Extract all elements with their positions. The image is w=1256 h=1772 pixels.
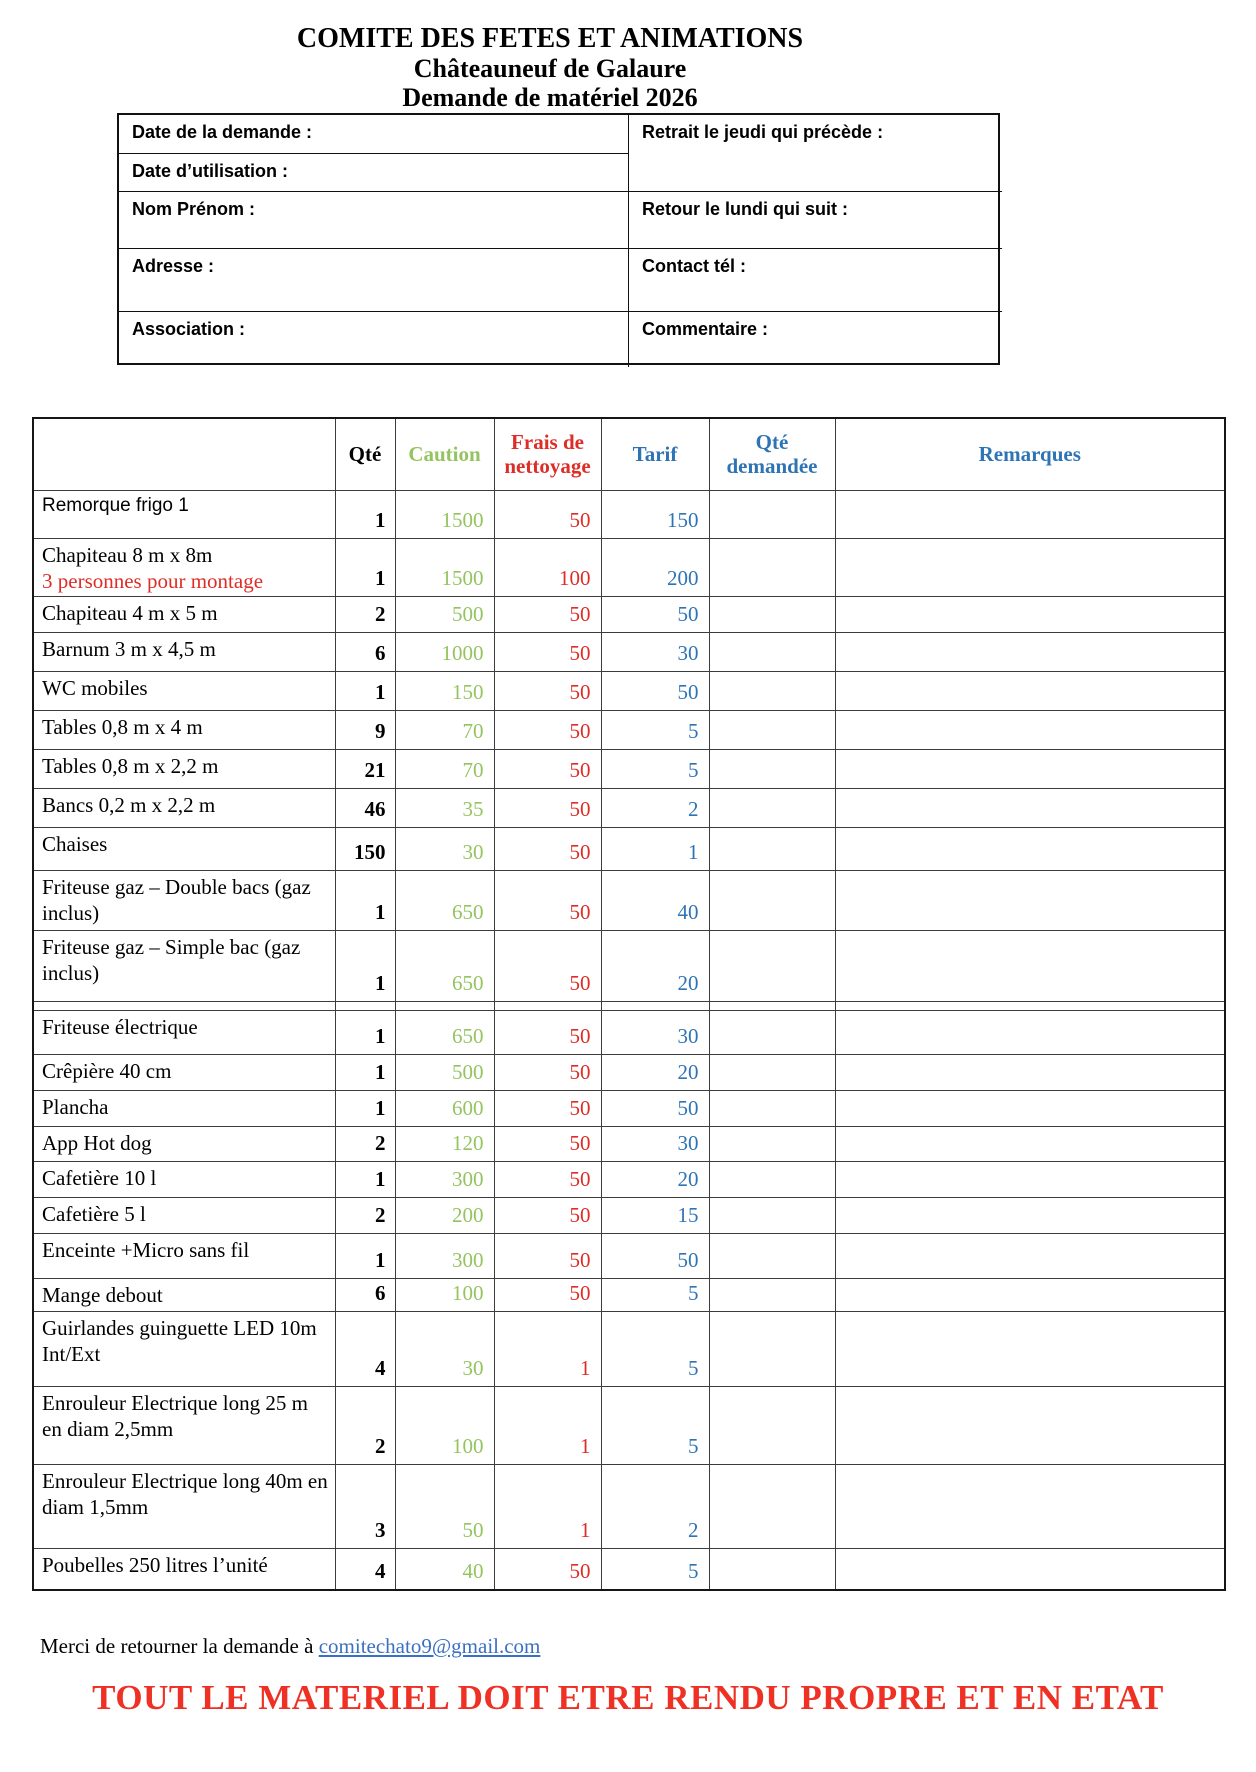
field-adresse: Adresse :: [119, 249, 628, 312]
tarif-cell: 20: [601, 1162, 709, 1198]
cleaning-fee-cell: 1: [494, 1312, 601, 1387]
caution-cell: 100: [395, 1279, 494, 1312]
remarks-cell: [835, 750, 1225, 789]
item-name: Tables 0,8 m x 2,2 m: [42, 754, 219, 778]
field-retour-lundi: Retour le lundi qui suit :: [628, 192, 1002, 249]
title-line-subject: Demande de matériel 2026: [402, 83, 698, 112]
item-name-cell: [33, 789, 335, 828]
qty-requested-cell: [709, 828, 835, 871]
caution-cell: 1000: [395, 633, 494, 672]
table-row: [33, 1387, 1225, 1465]
tarif-cell: 5: [601, 1312, 709, 1387]
cleaning-fee-cell: 50: [494, 1279, 601, 1312]
spacer-cell: [835, 1002, 1225, 1011]
cleaning-fee-cell: 50: [494, 828, 601, 871]
title-line-city: Châteauneuf de Galaure: [413, 54, 687, 83]
cleaning-fee-cell: 50: [494, 1011, 601, 1055]
table-row: [33, 538, 1225, 597]
table-row: [33, 1279, 1225, 1312]
qty-cell: 3: [335, 1465, 395, 1549]
qty-requested-cell: [709, 1234, 835, 1279]
header-item: [33, 418, 335, 490]
caution-cell: 200: [395, 1198, 494, 1234]
qty-requested-cell: [709, 490, 835, 538]
remarks-cell: [835, 1312, 1225, 1387]
tarif-cell: 2: [601, 1465, 709, 1549]
item-name-cell: [33, 1162, 335, 1198]
qty-cell: 1: [335, 672, 395, 711]
table-row: [33, 490, 1225, 538]
remarks-cell: [835, 711, 1225, 750]
qty-cell: 1: [335, 871, 395, 931]
caution-cell: 500: [395, 1055, 494, 1091]
qty-cell: 6: [335, 1279, 395, 1312]
item-name: Chapiteau 4 m x 5 m: [42, 601, 218, 625]
caution-cell: 600: [395, 1091, 494, 1127]
cleaning-fee-cell: 50: [494, 789, 601, 828]
caution-cell: 30: [395, 1312, 494, 1387]
tarif-cell: 30: [601, 1127, 709, 1162]
item-name-cell: [33, 931, 335, 1002]
remarks-cell: [835, 633, 1225, 672]
caution-cell: 650: [395, 931, 494, 1002]
cleaning-fee-cell: 50: [494, 1162, 601, 1198]
item-name: Enrouleur Electrique long 40m en diam 1,5mm: [42, 1469, 328, 1520]
cleaning-fee-cell: 50: [494, 1127, 601, 1162]
caution-cell: 650: [395, 1011, 494, 1055]
item-name: Poubelles 250 litres l’unité: [42, 1553, 268, 1577]
item-name: Friteuse électrique: [42, 1015, 198, 1039]
remarks-cell: [835, 828, 1225, 871]
caution-cell: 300: [395, 1162, 494, 1198]
item-name: App Hot dog: [42, 1131, 152, 1155]
qty-cell: 1: [335, 1055, 395, 1091]
qty-requested-cell: [709, 711, 835, 750]
caution-cell: 35: [395, 789, 494, 828]
table-row: [33, 828, 1225, 871]
cleaning-fee-cell: 50: [494, 1198, 601, 1234]
field-retrait-jeudi: Retrait le jeudi qui précède :: [628, 115, 1002, 192]
remarks-cell: [835, 1198, 1225, 1234]
warning-banner: TOUT LE MATERIEL DOIT ETRE RENDU PROPRE ET EN ETAT: [92, 1678, 1164, 1717]
remarks-cell: [835, 490, 1225, 538]
item-name: Enceinte +Micro sans fil: [42, 1238, 250, 1262]
remarks-cell: [835, 871, 1225, 931]
tarif-cell: 5: [601, 750, 709, 789]
caution-cell: 120: [395, 1127, 494, 1162]
cleaning-fee-cell: 1: [494, 1465, 601, 1549]
tarif-cell: 200: [601, 538, 709, 597]
item-name-cell: [33, 871, 335, 931]
remarks-cell: [835, 1549, 1225, 1590]
caution-cell: 30: [395, 828, 494, 871]
caution-cell: 70: [395, 711, 494, 750]
item-name-cell: [33, 490, 335, 538]
remarks-cell: [835, 1465, 1225, 1549]
spacer-cell: [33, 1002, 335, 1011]
item-name: Plancha: [42, 1095, 109, 1119]
item-name: Cafetière 5 l: [42, 1202, 146, 1226]
qty-requested-cell: [709, 1465, 835, 1549]
qty-cell: 1: [335, 490, 395, 538]
remarks-cell: [835, 597, 1225, 633]
remarks-cell: [835, 1011, 1225, 1055]
qty-cell: 150: [335, 828, 395, 871]
item-name-cell: [33, 1091, 335, 1127]
qty-cell: 2: [335, 597, 395, 633]
tarif-cell: 2: [601, 789, 709, 828]
qty-requested-cell: [709, 633, 835, 672]
tarif-cell: 5: [601, 1549, 709, 1590]
qty-requested-cell: [709, 1127, 835, 1162]
return-instruction: [40, 1634, 540, 1659]
table-row: [33, 711, 1225, 750]
spacer-cell: [335, 1002, 395, 1011]
table-row: [33, 1127, 1225, 1162]
field-date-utilisation: Date d’utilisation :: [119, 154, 628, 192]
item-name-cell: [33, 828, 335, 871]
materiel-table: [32, 417, 1226, 1591]
table-row: [33, 1465, 1225, 1549]
qty-requested-cell: [709, 1549, 835, 1590]
remarks-cell: [835, 1234, 1225, 1279]
item-name-cell: [33, 597, 335, 633]
item-name-cell: [33, 1279, 335, 1312]
tarif-cell: 5: [601, 711, 709, 750]
qty-requested-cell: [709, 931, 835, 1002]
header-frais-nettoyage: Frais de nettoyage: [494, 418, 601, 490]
item-name-cell: [33, 633, 335, 672]
field-contact-tel: Contact tél :: [628, 249, 1002, 312]
qty-requested-cell: [709, 1198, 835, 1234]
cleaning-fee-cell: 50: [494, 597, 601, 633]
table-row: [33, 1055, 1225, 1091]
item-name-cell: [33, 1198, 335, 1234]
cleaning-fee-cell: 50: [494, 871, 601, 931]
caution-cell: 500: [395, 597, 494, 633]
qty-cell: 6: [335, 633, 395, 672]
item-name-cell: [33, 1055, 335, 1091]
spacer-cell: [494, 1002, 601, 1011]
cleaning-fee-cell: 50: [494, 711, 601, 750]
cleaning-fee-cell: 50: [494, 1549, 601, 1590]
item-note: 3 personnes pour montage: [42, 568, 264, 593]
tarif-cell: 5: [601, 1387, 709, 1465]
qty-cell: 1: [335, 1091, 395, 1127]
remarks-cell: [835, 789, 1225, 828]
qty-cell: 2: [335, 1387, 395, 1465]
header-tarif: Tarif: [601, 418, 709, 490]
header-caution: Caution: [395, 418, 494, 490]
item-name-cell: [33, 711, 335, 750]
item-name-cell: [33, 538, 335, 597]
table-row: [33, 1234, 1225, 1279]
qty-cell: 2: [335, 1127, 395, 1162]
item-name: Chaises: [42, 832, 108, 856]
caution-cell: 1500: [395, 538, 494, 597]
title-line-org: COMITE DES FETES ET ANIMATIONS: [296, 23, 804, 54]
email-link[interactable]: comitechato9@gmail.com: [318, 1634, 541, 1658]
qty-requested-cell: [709, 597, 835, 633]
item-name: WC mobiles: [42, 676, 148, 700]
item-name-cell: [33, 1234, 335, 1279]
table-header-row: [33, 418, 1225, 490]
remarks-cell: [835, 672, 1225, 711]
caution-cell: 70: [395, 750, 494, 789]
tarif-cell: 20: [601, 931, 709, 1002]
qty-cell: 9: [335, 711, 395, 750]
field-nom-prenom: Nom Prénom :: [119, 192, 628, 249]
table-row: [33, 597, 1225, 633]
remarks-cell: [835, 931, 1225, 1002]
tarif-cell: 30: [601, 1011, 709, 1055]
field-commentaire: Commentaire :: [628, 312, 1002, 367]
spacer-row: [33, 1002, 1225, 1011]
field-date-demande: Date de la demande :: [119, 115, 628, 154]
table-row: [33, 1162, 1225, 1198]
item-name-cell: [33, 672, 335, 711]
spacer-cell: [709, 1002, 835, 1011]
remarks-cell: [835, 1091, 1225, 1127]
item-name: Chapiteau 8 m x 8m: [42, 542, 213, 567]
document-title: [100, 24, 1000, 112]
qty-requested-cell: [709, 1011, 835, 1055]
qty-requested-cell: [709, 1279, 835, 1312]
qty-cell: 1: [335, 931, 395, 1002]
remarks-cell: [835, 1162, 1225, 1198]
header-remarques: Remarques: [835, 418, 1225, 490]
table-row: [33, 633, 1225, 672]
table-row: [33, 789, 1225, 828]
cleaning-fee-cell: 50: [494, 1234, 601, 1279]
caution-cell: 100: [395, 1387, 494, 1465]
table-row: [33, 750, 1225, 789]
table-row: [33, 1549, 1225, 1590]
qty-cell: 2: [335, 1198, 395, 1234]
cleaning-fee-cell: 50: [494, 750, 601, 789]
qty-cell: 21: [335, 750, 395, 789]
item-name: Cafetière 10 l: [42, 1166, 157, 1190]
tarif-cell: 50: [601, 597, 709, 633]
qty-requested-cell: [709, 1312, 835, 1387]
item-name: Guirlandes guinguette LED 10m Int/Ext: [42, 1316, 317, 1367]
caution-cell: 650: [395, 871, 494, 931]
table-row: [33, 871, 1225, 931]
table-row: [33, 672, 1225, 711]
qty-cell: 1: [335, 1234, 395, 1279]
caution-cell: 40: [395, 1549, 494, 1590]
tarif-cell: 150: [601, 490, 709, 538]
tarif-cell: 50: [601, 1091, 709, 1127]
item-name-cell: [33, 1011, 335, 1055]
remarks-cell: [835, 538, 1225, 597]
table-row: [33, 1011, 1225, 1055]
cleaning-fee-cell: 100: [494, 538, 601, 597]
item-name-cell: [33, 1312, 335, 1387]
item-name: Remorque frigo 1: [42, 494, 189, 516]
field-association: Association :: [132, 319, 246, 339]
tarif-cell: 20: [601, 1055, 709, 1091]
caution-cell: 300: [395, 1234, 494, 1279]
remarks-cell: [835, 1127, 1225, 1162]
qty-requested-cell: [709, 1091, 835, 1127]
qty-requested-cell: [709, 538, 835, 597]
cleaning-fee-cell: 50: [494, 672, 601, 711]
qty-requested-cell: [709, 1162, 835, 1198]
header-qty: Qté: [335, 418, 395, 490]
qty-cell: 1: [335, 1011, 395, 1055]
caution-cell: 150: [395, 672, 494, 711]
item-name: Friteuse gaz – Double bacs (gaz inclus): [42, 875, 311, 926]
cleaning-fee-cell: 50: [494, 490, 601, 538]
header-qty-demandee: Qté demandée: [709, 418, 835, 490]
qty-requested-cell: [709, 1055, 835, 1091]
tarif-cell: 40: [601, 871, 709, 931]
spacer-cell: [395, 1002, 494, 1011]
qty-requested-cell: [709, 672, 835, 711]
remarks-cell: [835, 1279, 1225, 1312]
tarif-cell: 5: [601, 1279, 709, 1312]
return-instruction-text: Merci de retourner la demande à: [40, 1634, 319, 1658]
qty-requested-cell: [709, 1387, 835, 1465]
caution-cell: 50: [395, 1465, 494, 1549]
tarif-cell: 50: [601, 672, 709, 711]
item-name: Friteuse gaz – Simple bac (gaz inclus): [42, 935, 301, 986]
spacer-cell: [601, 1002, 709, 1011]
qty-cell: 1: [335, 1162, 395, 1198]
table-row: [33, 1312, 1225, 1387]
item-name: Mange debout: [42, 1283, 163, 1307]
item-name: Barnum 3 m x 4,5 m: [42, 637, 216, 661]
item-name: Crêpière 40 cm: [42, 1059, 172, 1083]
qty-requested-cell: [709, 789, 835, 828]
qty-cell: 4: [335, 1312, 395, 1387]
table-row: [33, 1198, 1225, 1234]
cleaning-fee-cell: 50: [494, 1055, 601, 1091]
caution-cell: 1500: [395, 490, 494, 538]
cleaning-fee-cell: 50: [494, 633, 601, 672]
item-name-cell: [33, 1465, 335, 1549]
cleaning-fee-cell: 50: [494, 1091, 601, 1127]
item-name: Bancs 0,2 m x 2,2 m: [42, 793, 216, 817]
qty-cell: 4: [335, 1549, 395, 1590]
qty-requested-cell: [709, 871, 835, 931]
item-name: Tables 0,8 m x 4 m: [42, 715, 203, 739]
item-name-cell: [33, 1387, 335, 1465]
table-row: [33, 931, 1225, 1002]
tarif-cell: 1: [601, 828, 709, 871]
remarks-cell: [835, 1387, 1225, 1465]
cleaning-fee-cell: 1: [494, 1387, 601, 1465]
item-name: Enrouleur Electrique long 25 m en diam 2,5mm: [42, 1391, 308, 1442]
cleaning-fee-cell: 50: [494, 931, 601, 1002]
table-row: [33, 1091, 1225, 1127]
qty-cell: 1: [335, 538, 395, 597]
tarif-cell: 50: [601, 1234, 709, 1279]
item-name-cell: [33, 750, 335, 789]
qty-cell: 46: [335, 789, 395, 828]
item-name-cell: [33, 1127, 335, 1162]
item-name-cell: [33, 1549, 335, 1590]
tarif-cell: 30: [601, 633, 709, 672]
request-info-form: [117, 113, 1000, 365]
remarks-cell: [835, 1055, 1225, 1091]
qty-requested-cell: [709, 750, 835, 789]
tarif-cell: 15: [601, 1198, 709, 1234]
